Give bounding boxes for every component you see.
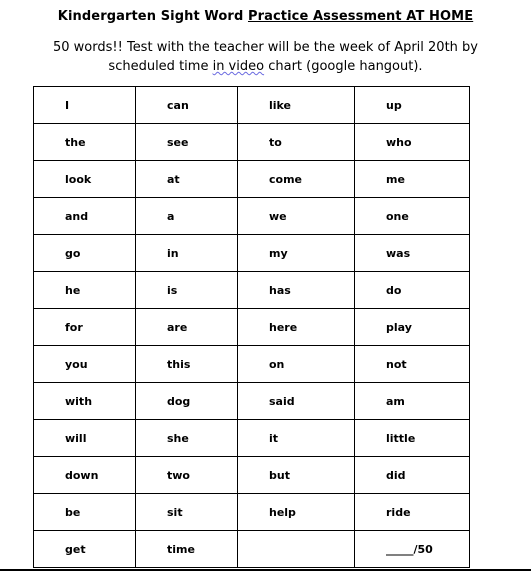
word-cell: sit: [136, 494, 238, 531]
table-row: [34, 198, 470, 235]
word-cell: who: [355, 124, 470, 161]
word-cell: play: [355, 309, 470, 346]
word-cell: for: [34, 309, 136, 346]
table-row: [34, 346, 470, 383]
word-cell: was: [355, 235, 470, 272]
word-cell: one: [355, 198, 470, 235]
instructions: [0, 38, 531, 76]
word-cell: look: [34, 161, 136, 198]
table-row: [34, 457, 470, 494]
word-cell: I: [34, 87, 136, 124]
word-cell: time: [136, 531, 238, 568]
word-cell: with: [34, 383, 136, 420]
word-cell: in: [136, 235, 238, 272]
word-cell: am: [355, 383, 470, 420]
word-cell: little: [355, 420, 470, 457]
table-row: [34, 420, 470, 457]
instructions-line-2-start: scheduled time: [108, 59, 213, 74]
word-cell: not: [355, 346, 470, 383]
table-row: [34, 124, 470, 161]
spellcheck-flagged-text: in video: [212, 59, 265, 74]
word-cell: come: [238, 161, 355, 198]
instructions-line-1: 50 words!! Test with the teacher will be the week of April 20th by: [53, 40, 478, 55]
word-cell: get: [34, 531, 136, 568]
word-cell: has: [238, 272, 355, 309]
word-cell: are: [136, 309, 238, 346]
word-cell: help: [238, 494, 355, 531]
title-underlined: Practice Assessment AT HOME: [247, 9, 474, 24]
table-row: [34, 161, 470, 198]
word-cell: we: [238, 198, 355, 235]
instructions-line-2-end: chart (google hangout).: [264, 59, 423, 74]
word-cell: my: [238, 235, 355, 272]
word-cell: he: [34, 272, 136, 309]
score-cell: _____/50: [355, 531, 470, 568]
word-cell: to: [238, 124, 355, 161]
title-prefix: Kindergarten Sight Word: [57, 9, 248, 24]
word-cell: and: [34, 198, 136, 235]
word-cell: dog: [136, 383, 238, 420]
word-cell: me: [355, 161, 470, 198]
page-title: [0, 9, 531, 24]
table-row: [34, 272, 470, 309]
word-cell: said: [238, 383, 355, 420]
word-cell: a: [136, 198, 238, 235]
word-cell: up: [355, 87, 470, 124]
word-cell: can: [136, 87, 238, 124]
page-bottom-rule: [0, 569, 531, 571]
word-cell: it: [238, 420, 355, 457]
word-cell: this: [136, 346, 238, 383]
word-cell: will: [34, 420, 136, 457]
word-cell: like: [238, 87, 355, 124]
word-cell: down: [34, 457, 136, 494]
table-row: [34, 309, 470, 346]
word-cell: be: [34, 494, 136, 531]
word-cell: see: [136, 124, 238, 161]
word-cell: at: [136, 161, 238, 198]
word-cell: go: [34, 235, 136, 272]
table-row: [34, 235, 470, 272]
table-row: [34, 531, 470, 568]
word-cell: the: [34, 124, 136, 161]
word-cell: she: [136, 420, 238, 457]
word-cell: [238, 531, 355, 568]
table-row: [34, 87, 470, 124]
word-cell: you: [34, 346, 136, 383]
table-row: [34, 494, 470, 531]
instructions-line-2: [0, 57, 531, 76]
table-row: [34, 383, 470, 420]
word-cell: two: [136, 457, 238, 494]
word-cell: here: [238, 309, 355, 346]
word-cell: ride: [355, 494, 470, 531]
word-cell: on: [238, 346, 355, 383]
word-cell: but: [238, 457, 355, 494]
word-cell: is: [136, 272, 238, 309]
word-cell: do: [355, 272, 470, 309]
word-cell: did: [355, 457, 470, 494]
sight-word-table: [33, 86, 470, 568]
